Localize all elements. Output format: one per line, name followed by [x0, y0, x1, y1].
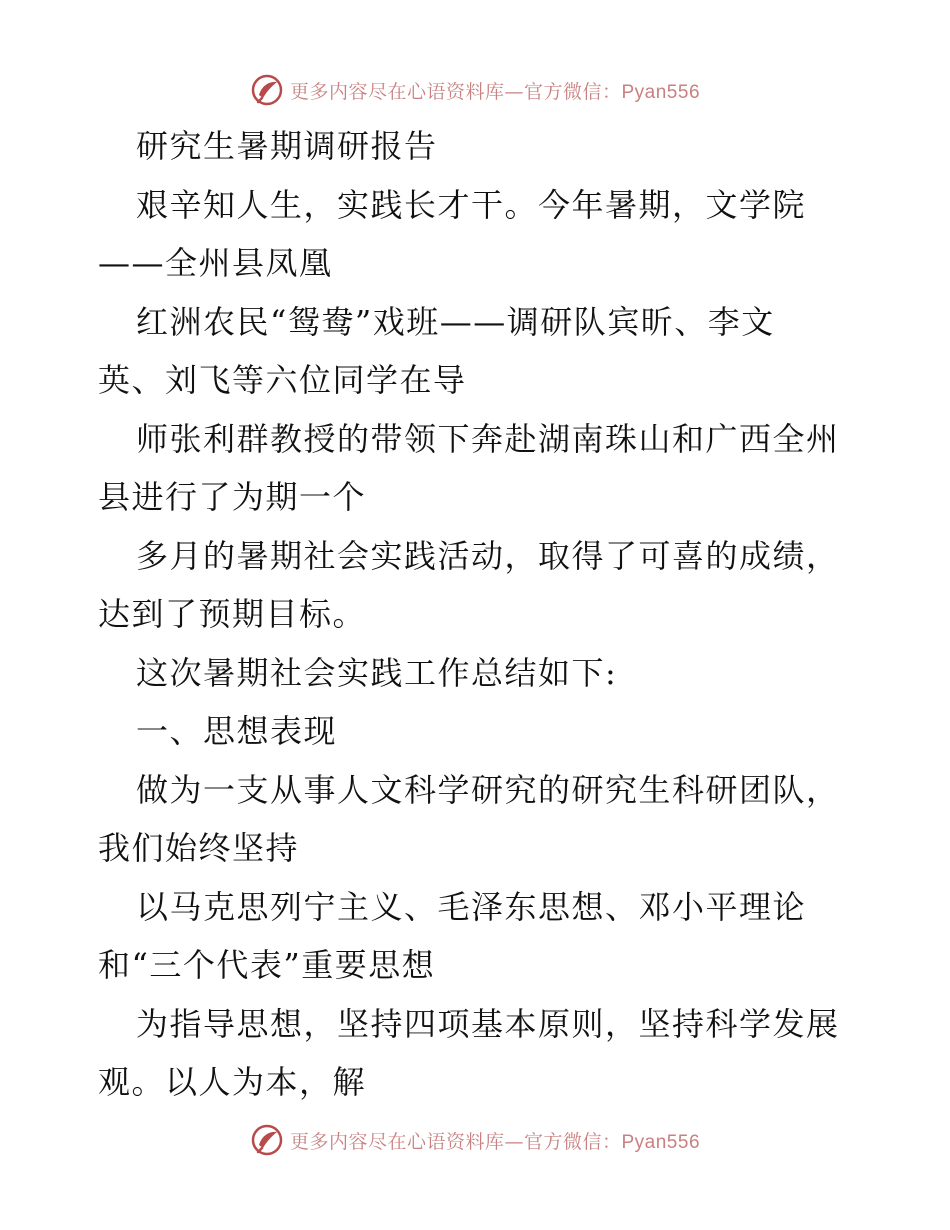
- header-watermark: [0, 70, 950, 110]
- text-line: 一、思想表现: [136, 712, 338, 750]
- text-line: ——全州县凤凰: [98, 244, 333, 282]
- text-line: 和“三个代表”重要思想: [98, 946, 436, 984]
- text-line: 研究生暑期调研报告: [136, 127, 438, 165]
- text-line: 观。以人为本，解: [98, 1063, 367, 1101]
- text-line: 达到了预期目标。: [98, 595, 367, 633]
- text-line: 以马克思列宁主义、毛泽东思想、邓小平理论: [136, 887, 807, 926]
- text-line: 多月的暑期社会实践活动，取得了可喜的成绩，: [136, 536, 840, 575]
- text-line: 我们始终坚持: [98, 829, 300, 867]
- text-line: 英、刘飞等六位同学在导: [98, 361, 467, 399]
- text-line: 县进行了为期一个: [98, 478, 367, 516]
- text-line: 做为一支从事人文科学研究的研究生科研团队，: [136, 770, 840, 809]
- watermark-logo-icon: [250, 73, 284, 107]
- text-line: 这次暑期社会实践工作总结如下:: [136, 653, 618, 692]
- text-line: 师张利群教授的带领下奔赴湖南珠山和广西全州: [136, 419, 840, 458]
- watermark-logo-icon: [250, 1123, 284, 1157]
- watermark-text: 更多内容尽在心语资料库—官方微信：Pyan556: [289, 1130, 701, 1153]
- document-body: [98, 117, 858, 1112]
- watermark-text: 更多内容尽在心语资料库—官方微信：Pyan556: [289, 80, 701, 103]
- text-line: 艰辛知人生，实践长才干。今年暑期，文学院: [136, 185, 807, 224]
- footer-watermark: [0, 1120, 950, 1160]
- text-line: 红洲农民“鸳鸯”戏班——调研队宾昕、李文: [136, 302, 775, 341]
- text-line: 为指导思想，坚持四项基本原则，坚持科学发展: [136, 1004, 840, 1043]
